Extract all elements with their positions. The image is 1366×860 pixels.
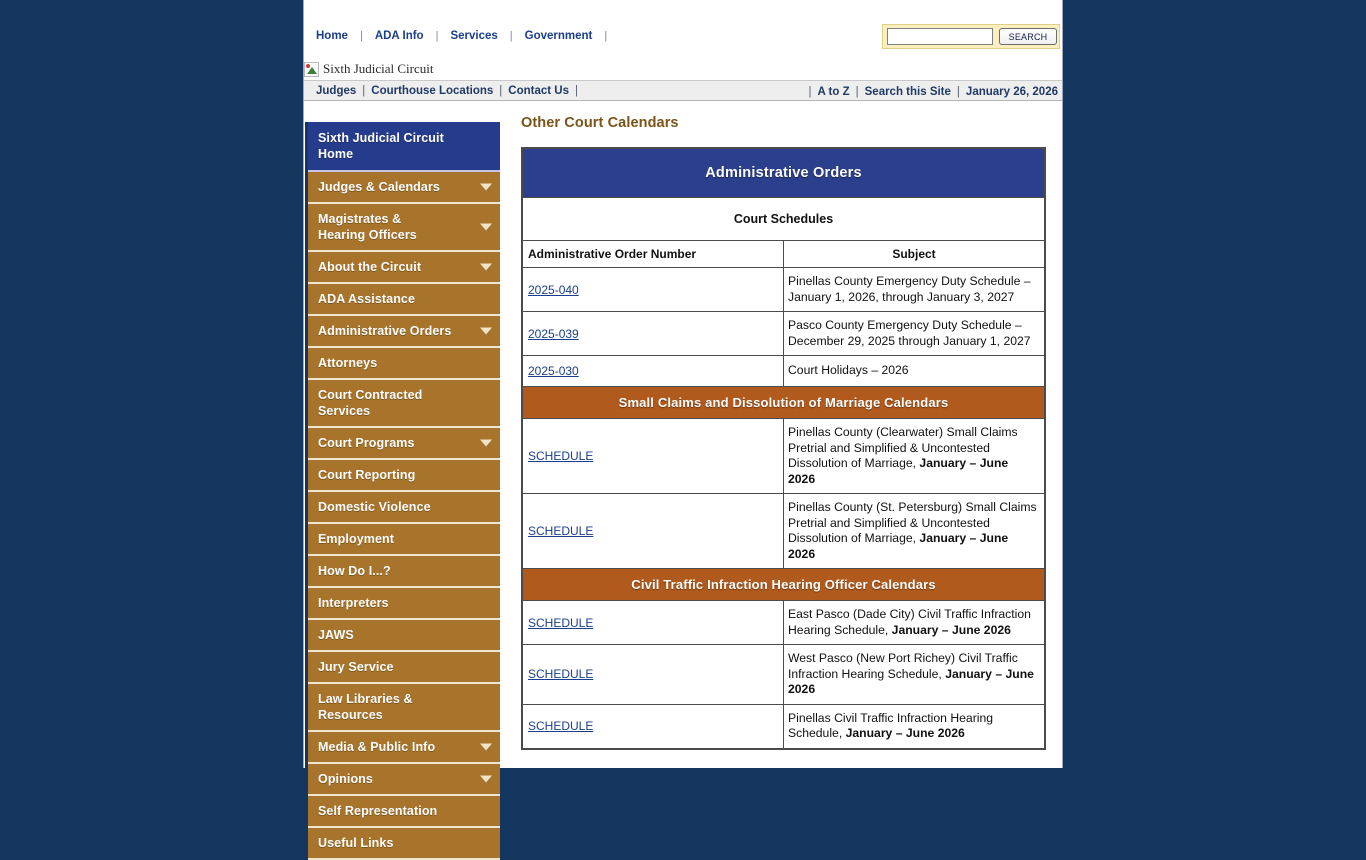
subject-cell: Pinellas County (Clearwater) Small Claims Pretrial and Simplified & Uncontested Dissolution of Marriage, January – June 2026 <box>784 419 1046 494</box>
sidebar-item-label: Court Reporting <box>318 468 416 482</box>
sidebar-item-about-the-circuit[interactable] <box>308 252 500 284</box>
order-number-cell <box>522 312 784 356</box>
subject-cell: Pinellas Civil Traffic Infraction Hearing Schedule, January – June 2026 <box>784 704 1046 749</box>
sidebar-item-label: How Do I...? <box>318 564 391 578</box>
section-title-small-claims: Small Claims and Dissolution of Marriage Calendars <box>522 387 1045 419</box>
nav-separator: | <box>435 30 439 42</box>
sidebar-item-label: JAWS <box>318 628 354 642</box>
nav-separator: | <box>509 30 513 42</box>
sidebar-item-self-representation[interactable] <box>308 796 500 828</box>
secondary-nav <box>304 80 1062 101</box>
nav-separator: | <box>499 84 503 97</box>
sidebar-item-label: Administrative Orders <box>318 324 452 338</box>
main-content <box>500 101 1062 750</box>
chevron-down-icon <box>480 776 492 783</box>
nav-separator: | <box>604 30 608 42</box>
sidebar-item-label: Employment <box>318 532 395 546</box>
table-row <box>522 419 1045 494</box>
top-nav-link-services[interactable]: Services <box>450 30 498 42</box>
nav-separator: | <box>855 85 859 98</box>
sidebar-item-label: Court Programs <box>318 436 415 450</box>
sidebar-item-useful-links[interactable] <box>308 828 500 860</box>
search-input[interactable] <box>887 28 993 45</box>
sidebar-item-media-public-info[interactable] <box>308 732 500 764</box>
sidebar-item-label: ADA Assistance <box>318 292 416 306</box>
table-row <box>522 645 1045 705</box>
sidebar-item-how-do-i[interactable] <box>308 556 500 588</box>
site-search <box>882 24 1060 49</box>
schedule-link[interactable]: SCHEDULE <box>528 615 594 630</box>
sidebar-item-employment[interactable] <box>308 524 500 556</box>
section-title-civil-traffic: Civil Traffic Infraction Hearing Officer Calendars <box>522 569 1045 601</box>
subject-cell: East Pasco (Dade City) Civil Traffic Infraction Hearing Schedule, January – June 2026 <box>784 601 1046 645</box>
order-number-cell <box>522 356 784 387</box>
sidebar-item-attorneys[interactable] <box>308 348 500 380</box>
chevron-down-icon <box>480 224 492 231</box>
sidebar-nav <box>305 122 500 860</box>
order-number-link[interactable]: 2025-039 <box>528 326 579 341</box>
sidebar-item-label: Useful Links <box>318 836 394 850</box>
sidebar-item-label: Interpreters <box>318 596 389 610</box>
nav-separator: | <box>956 85 960 98</box>
sidebar-item-domestic-violence[interactable] <box>308 492 500 524</box>
chevron-down-icon <box>480 264 492 271</box>
section-header-row <box>522 387 1045 419</box>
broken-image-icon <box>304 62 319 77</box>
schedule-link-cell <box>522 494 784 569</box>
subject-cell: Pinellas County Emergency Duty Schedule – January 1, 2026, through January 3, 2027 <box>784 268 1046 312</box>
schedule-link-cell <box>522 419 784 494</box>
search-button[interactable]: SEARCH <box>999 28 1057 45</box>
sidebar-item-sixth-judicial-circuit-home[interactable] <box>308 122 500 172</box>
order-number-link[interactable]: 2025-030 <box>528 364 579 378</box>
schedule-link-cell <box>522 645 784 705</box>
site-banner <box>304 58 1062 80</box>
sidebar-item-label: Sixth Judicial Circuit Home <box>318 131 444 161</box>
table-row <box>522 601 1045 645</box>
chevron-down-icon <box>480 744 492 751</box>
page-frame <box>303 0 1063 850</box>
table-row <box>522 312 1045 356</box>
body-wrapper <box>304 101 1062 860</box>
order-number-link[interactable]: 2025-040 <box>528 282 579 297</box>
court-calendars-table <box>521 147 1046 750</box>
schedule-link[interactable]: SCHEDULE <box>528 449 594 463</box>
table-banner-title: Administrative Orders <box>522 148 1045 198</box>
current-date: January 26, 2026 <box>965 85 1058 98</box>
sidebar-item-court-reporting[interactable] <box>308 460 500 492</box>
table-row <box>522 356 1045 387</box>
banner-broken-image <box>304 61 434 77</box>
schedule-link-cell <box>522 704 784 749</box>
top-nav-link-government[interactable]: Government <box>524 30 593 42</box>
subnav-link-search-this-site[interactable]: Search this Site <box>864 85 951 98</box>
subnav-link-contact-us[interactable]: Contact Us <box>508 84 569 97</box>
sidebar-item-law-libraries-resources[interactable] <box>308 684 500 732</box>
chevron-down-icon <box>480 328 492 335</box>
top-utility-nav <box>304 0 1062 58</box>
nav-separator: | <box>362 84 366 97</box>
sidebar-item-label: Domestic Violence <box>318 500 431 514</box>
top-nav-link-ada-info[interactable]: ADA Info <box>374 30 424 42</box>
sidebar-item-judges-calendars[interactable] <box>308 172 500 204</box>
subject-cell: Pinellas County (St. Petersburg) Small Claims Pretrial and Simplified & Uncontested Dissolution of Marriage, January – June 2026 <box>784 494 1046 569</box>
nav-separator: | <box>359 30 363 42</box>
chevron-down-icon <box>480 184 492 191</box>
table-row <box>522 494 1045 569</box>
table-subbanner-title: Court Schedules <box>522 198 1045 241</box>
subject-date-range: January – June 2026 <box>845 726 965 740</box>
schedule-link-cell <box>522 601 784 645</box>
sidebar-item-label: Court Contracted Services <box>318 388 423 418</box>
subject-cell: Court Holidays – 2026 <box>784 356 1046 387</box>
subject-date-range: January – June 2026 <box>788 531 1009 561</box>
column-header-order-number: Administrative Order Number <box>522 241 784 268</box>
sidebar-item-magistrates-hearing-officers[interactable] <box>308 204 500 252</box>
table-row <box>522 268 1045 312</box>
subject-date-range: January – June 2026 <box>891 622 1011 637</box>
sidebar-item-label: Judges & Calendars <box>318 180 440 194</box>
sidebar-item-opinions[interactable] <box>308 764 500 796</box>
sidebar-item-court-contracted-services[interactable] <box>308 380 500 428</box>
secondary-nav-right <box>802 81 1058 102</box>
subnav-link-a-to-z[interactable]: A to Z <box>817 85 850 98</box>
subject-date-range: January – June 2026 <box>788 456 1009 486</box>
subnav-link-courthouse-locations[interactable]: Courthouse Locations <box>371 84 494 97</box>
table-row <box>522 704 1045 749</box>
sidebar-item-label: Law Libraries & Resources <box>318 692 413 722</box>
sidebar-item-label: About the Circuit <box>318 260 422 274</box>
chevron-down-icon <box>480 440 492 447</box>
schedule-link[interactable]: SCHEDULE <box>528 719 594 733</box>
sidebar-item-label: Media & Public Info <box>318 740 436 754</box>
sidebar-item-interpreters[interactable] <box>308 588 500 620</box>
order-number-cell <box>522 268 784 312</box>
sidebar-item-label: Magistrates & Hearing Officers <box>318 212 417 242</box>
nav-separator: | <box>808 85 812 98</box>
schedule-link[interactable]: SCHEDULE <box>528 667 594 682</box>
sidebar-item-label: Opinions <box>318 772 373 786</box>
column-header-subject: Subject <box>784 241 1046 268</box>
sidebar-item-label: Self Representation <box>318 804 438 818</box>
table-header-row <box>522 241 1045 268</box>
table-subbanner-row <box>522 198 1045 241</box>
sidebar-item-jaws[interactable] <box>308 620 500 652</box>
top-nav-link-home[interactable]: Home <box>316 30 348 42</box>
sidebar-item-label: Attorneys <box>318 356 378 370</box>
subnav-link-judges[interactable]: Judges <box>316 84 357 97</box>
schedule-link[interactable]: SCHEDULE <box>528 524 594 538</box>
subject-cell: West Pasco (New Port Richey) Civil Traffic Infraction Hearing Schedule, January – June 2026 <box>784 645 1046 705</box>
banner-alt-text: Sixth Judicial Circuit <box>323 61 434 76</box>
top-nav-links <box>314 30 617 42</box>
page-title: Other Court Calendars <box>521 115 679 131</box>
subject-date-range: January – June 2026 <box>788 666 1034 696</box>
nav-separator: | <box>575 84 578 97</box>
sidebar-item-label: Jury Service <box>318 660 394 674</box>
table-banner-row <box>522 148 1045 198</box>
sidebar-item-ada-assistance[interactable] <box>308 284 500 316</box>
subject-cell: Pasco County Emergency Duty Schedule – December 29, 2025 through January 1, 2027 <box>784 312 1046 356</box>
sidebar-item-jury-service[interactable] <box>308 652 500 684</box>
sidebar-item-court-programs[interactable] <box>308 428 500 460</box>
sidebar-item-administrative-orders[interactable] <box>308 316 500 348</box>
section-header-row <box>522 569 1045 601</box>
